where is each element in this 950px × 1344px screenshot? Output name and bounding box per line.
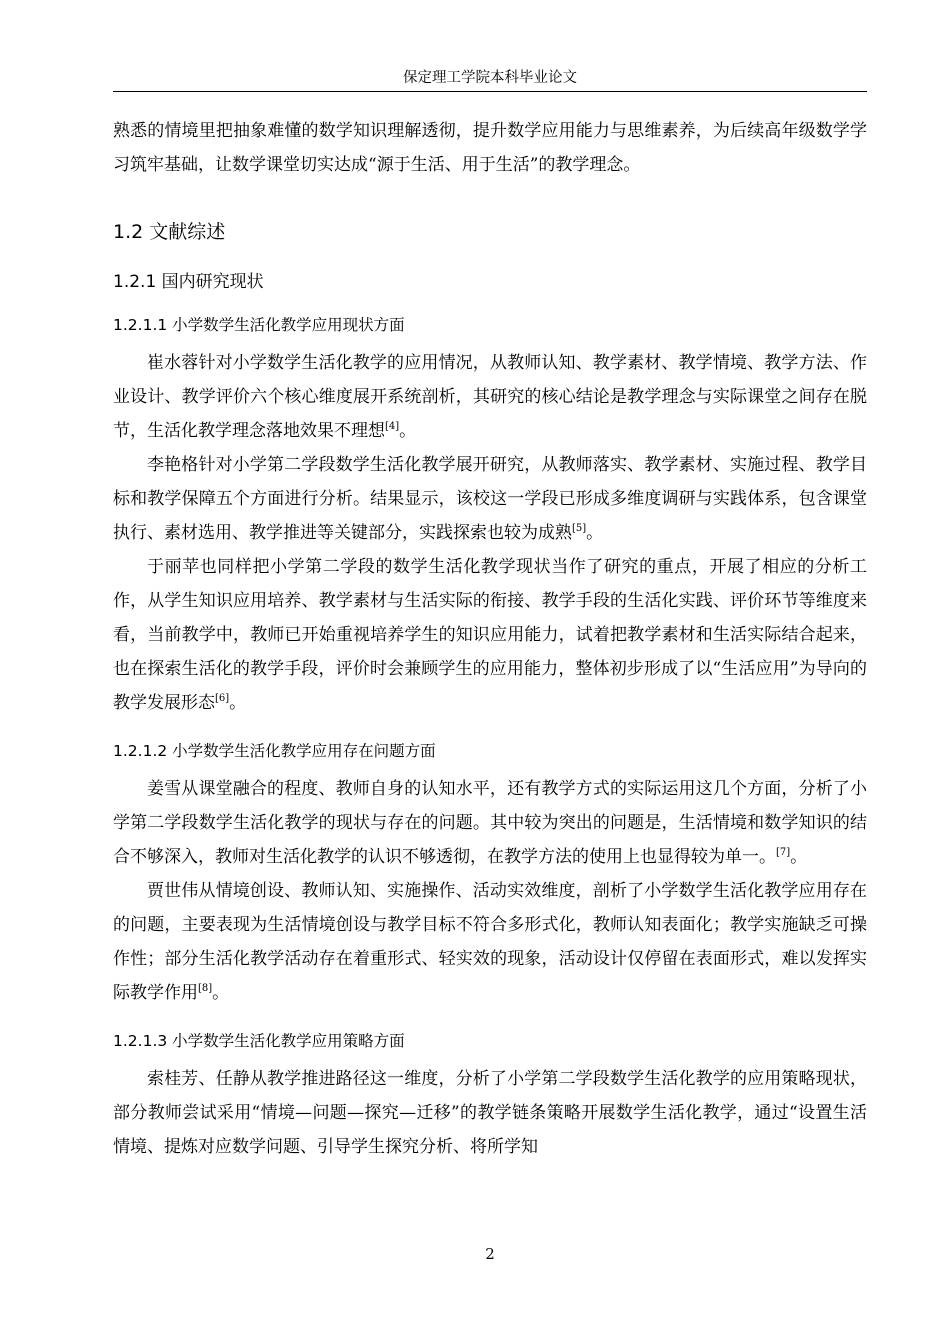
section-heading-1-2-1-1: 1.2.1.1 小学数学生活化教学应用现状方面	[113, 316, 405, 334]
paragraph-end: 。	[229, 693, 247, 713]
paragraph-yu	[113, 550, 867, 720]
spacer	[113, 182, 867, 219]
citation-ref: [6]	[215, 693, 230, 704]
citation-ref: [7]	[776, 847, 791, 858]
spacer	[113, 294, 867, 314]
paragraph-li	[113, 448, 867, 550]
running-header: 保定理工学院本科毕业论文	[403, 70, 577, 86]
paragraph-text: 崔水蓉针对小学数学生活化教学的应用情况，从教师认知、教学素材、教学情境、教学方法、作业设计、教学评价六个核心维度展开系统剖析，其研究的核心结论是教学理念与实际课堂之间存在脱节，生活化教学理念落地效果不理想	[113, 353, 867, 441]
paragraph-text: 于丽苹也同样把小学第二学段的数学生活化教学现状当作了研究的重点，开展了相应的分析工作，从学生知识应用培养、教学素材与生活实际的衔接、教学手段的生活化实践、评价环节等维度来看，当前教学中，教师已开始重视培养学生的知识应用能力，试着把教学素材和生活实际结合起来，也在探索生活化的教学手段，评价时会兼顾学生的应用能力，整体初步形成了以“生活应用”为导向的教学发展形态	[113, 557, 867, 713]
paragraph-end: 。	[586, 523, 604, 543]
header-rule	[113, 91, 867, 92]
section-heading-1-2-1: 1.2.1 国内研究现状	[113, 272, 264, 292]
page-body	[113, 114, 867, 1164]
spacer	[113, 1052, 867, 1062]
spacer	[113, 720, 867, 740]
spacer	[113, 336, 867, 346]
paragraph-end: 。	[790, 847, 808, 867]
spacer	[113, 762, 867, 772]
page-number: 2	[485, 1245, 495, 1263]
paragraph-jia	[113, 874, 867, 1010]
section-heading-1-2-1-3: 1.2.1.3 小学数学生活化教学应用策略方面	[113, 1032, 405, 1050]
section-heading-1-2-1-2: 1.2.1.2 小学数学生活化教学应用存在问题方面	[113, 742, 436, 760]
paragraph-end: 。	[399, 421, 417, 441]
paragraph-end: 。	[212, 983, 230, 1003]
spacer	[113, 1010, 867, 1030]
citation-ref: [4]	[385, 421, 400, 432]
paragraph-jiang	[113, 772, 867, 874]
paragraph-suo: 索桂芳、任静从教学推进路径这一维度，分析了小学第二学段数学生活化教学的应用策略现状，部分教师尝试采用“情境—问题—探究—迁移”的教学链条策略开展数学生活化教学，通过“设置生活情境、提炼对应数学问题、引导学生探究分析、将所学知	[113, 1069, 867, 1157]
citation-ref: [8]	[198, 983, 213, 994]
citation-ref: [5]	[572, 523, 587, 534]
paragraph-text: 贾世伟从情境创设、教师认知、实施操作、活动实效维度，剖析了小学数学生活化教学应用存在的问题，主要表现为生活情境创设与教学目标不符合多形式化，教师认知表面化；教学实施缺乏可操作性；部分生活化教学活动存在着重形式、轻实效的现象，活动设计仅停留在表面形式，难以发挥实际教学作用	[113, 881, 867, 1003]
spacer	[113, 245, 867, 270]
paragraph-cui	[113, 346, 867, 448]
intro-paragraph: 熟悉的情境里把抽象难懂的数学知识理解透彻，提升数学应用能力与思维素养，为后续高年级数学学习筑牢基础，让数学课堂切实达成“源于生活、用于生活”的教学理念。	[113, 121, 867, 175]
paragraph-text: 姜雪从课堂融合的程度、教师自身的认知水平，还有教学方式的实际运用这几个方面，分析了小学第二学段数学生活化教学的现状与存在的问题。其中较为突出的问题是，生活情境和数学知识的结合不够深入，教师对生活化教学的认识不够透彻，在教学方法的使用上也显得较为单一。	[113, 779, 867, 867]
section-heading-1-2: 1.2 文献综述	[113, 221, 226, 243]
paragraph-text: 李艳格针对小学第二学段数学生活化教学展开研究，从教师落实、教学素材、实施过程、教学目标和教学保障五个方面进行分析。结果显示，该校这一学段已形成多维度调研与实践体系，包含课堂执行、素材选用、教学推进等关键部分，实践探索也较为成熟	[113, 455, 867, 543]
